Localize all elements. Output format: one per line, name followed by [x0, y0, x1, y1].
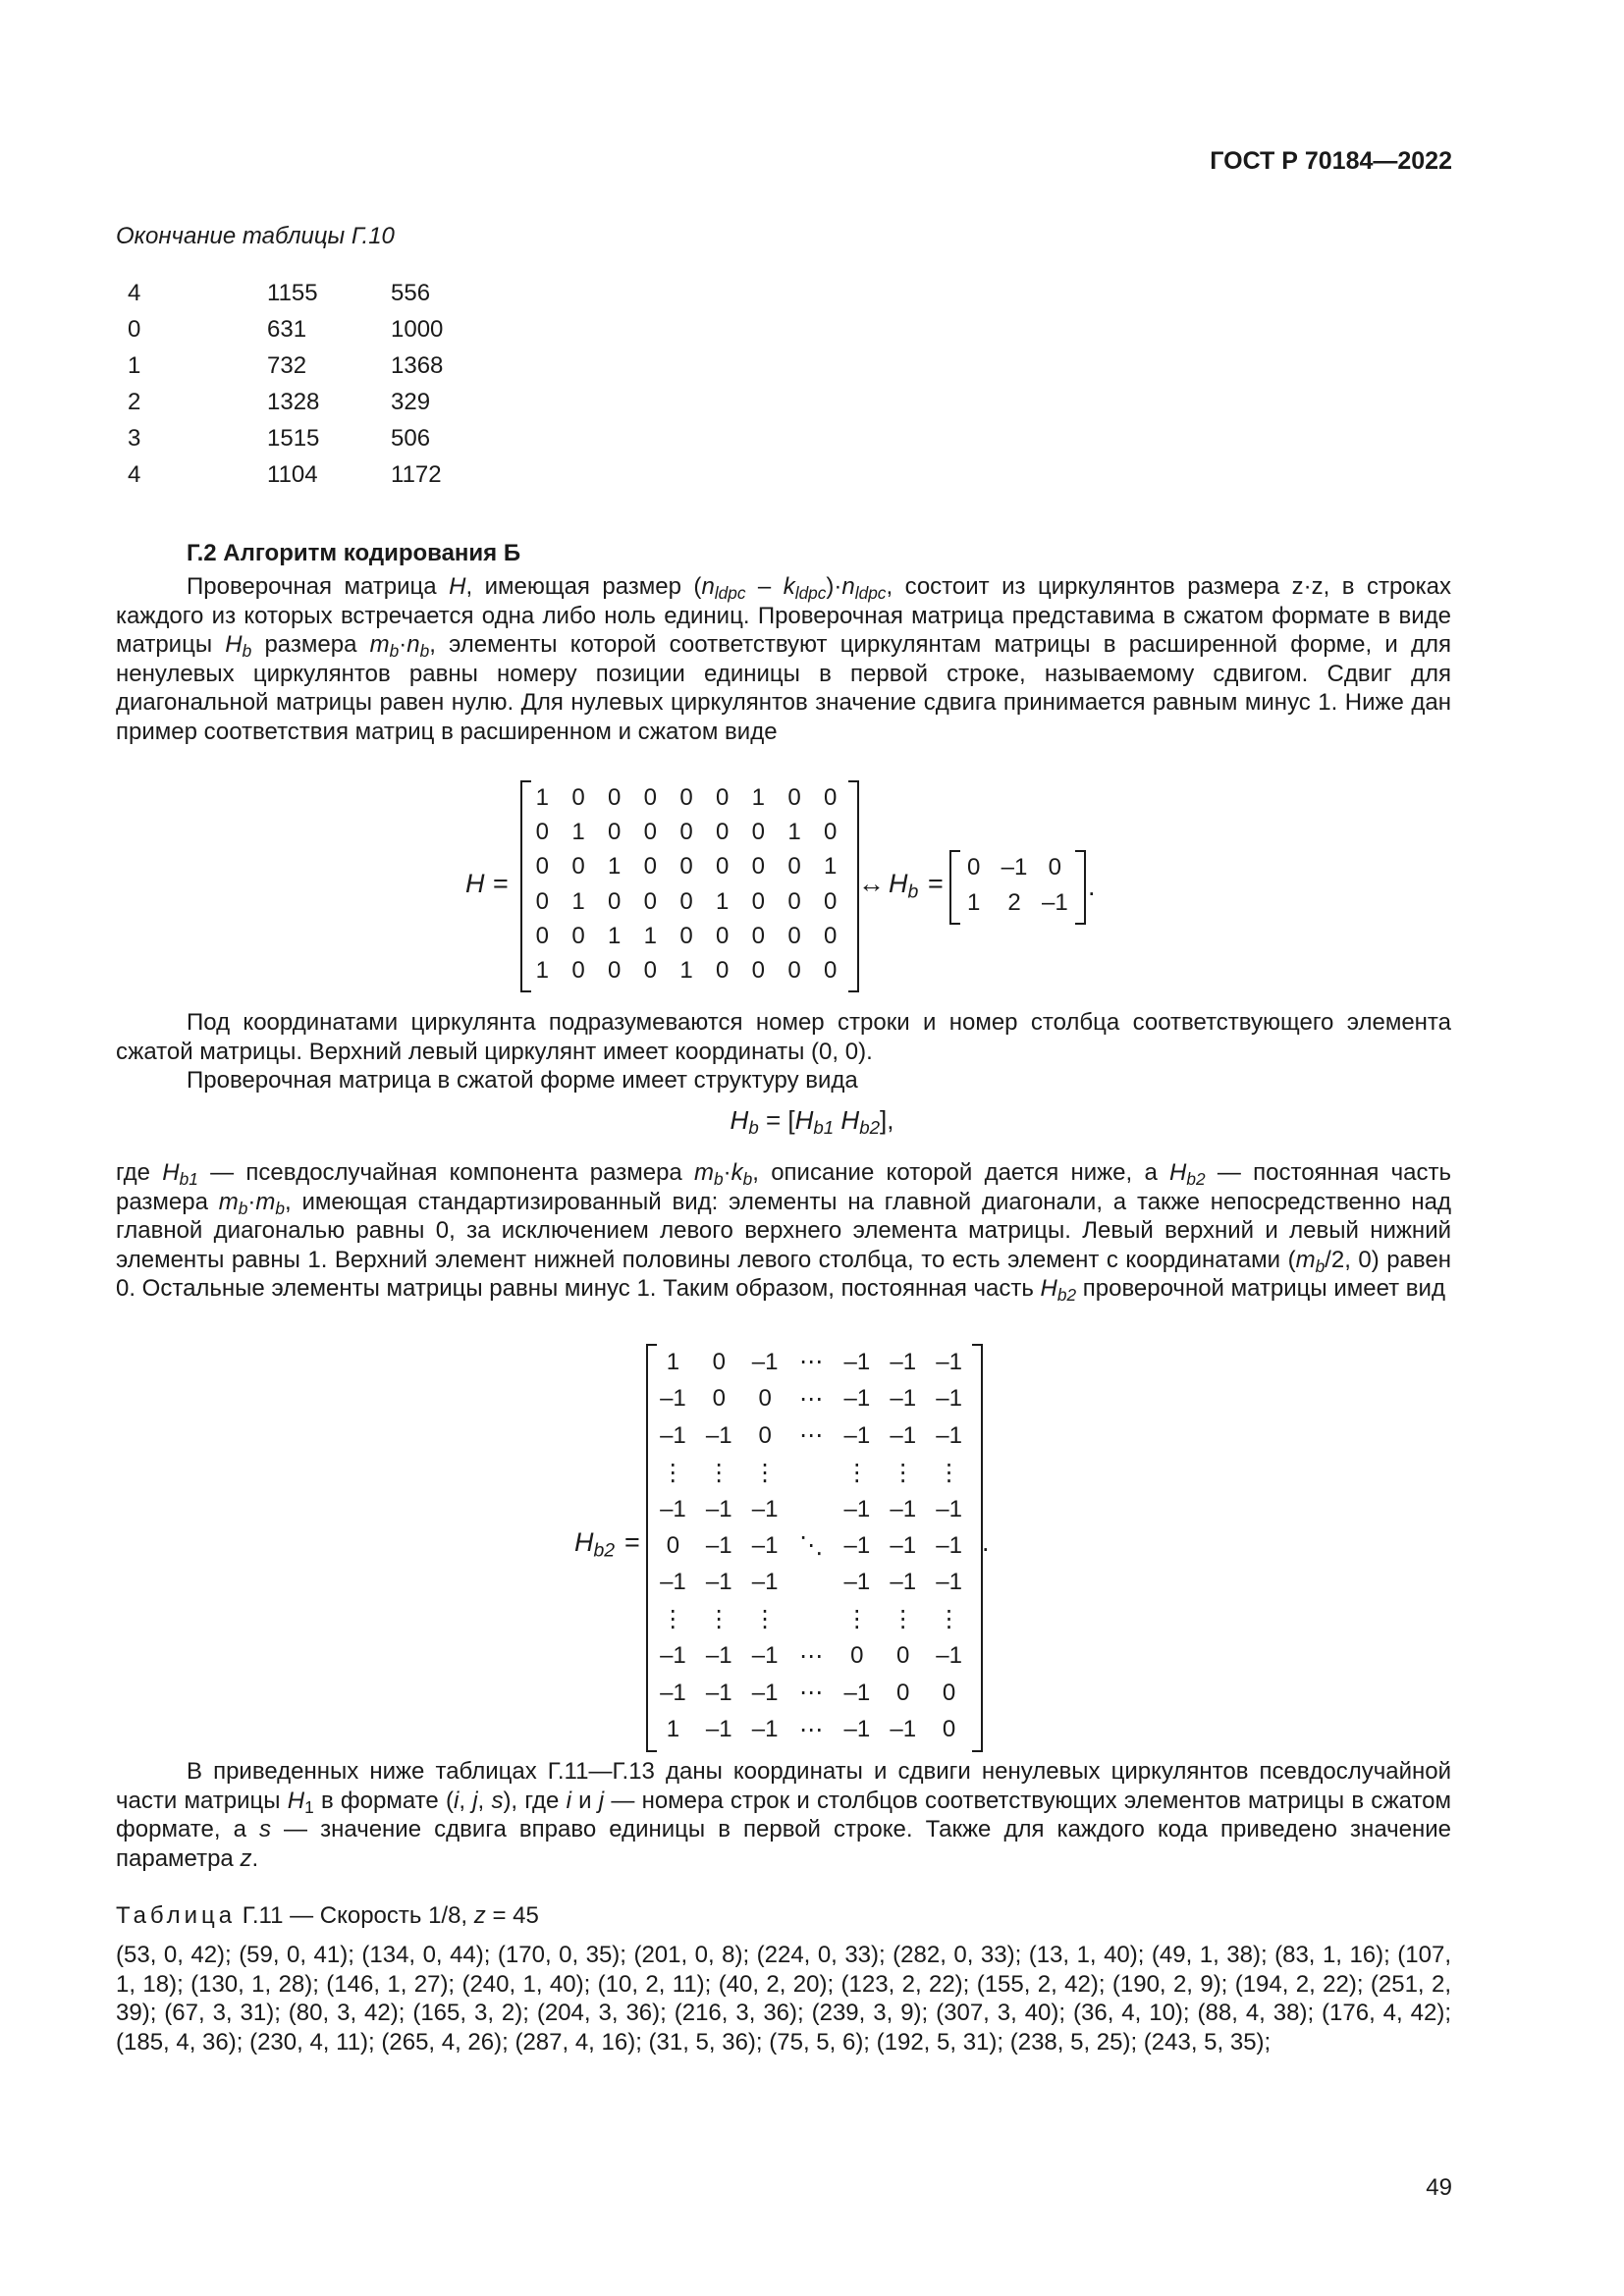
matrix-cell: –1: [705, 1421, 732, 1449]
table-cell: 556: [391, 279, 431, 306]
paragraph-structure: Проверочная матрица в сжатой форме имеет структуру вида: [187, 1067, 858, 1094]
matrix-cell: 0: [666, 1531, 680, 1559]
table-cell: 1: [128, 351, 141, 379]
matrix-cell: 0: [896, 1642, 910, 1670]
matrix-cell: 1: [643, 922, 657, 949]
matrix-cell: 0: [607, 957, 622, 985]
matrix-cell: 0: [758, 1385, 772, 1413]
matrix-cell: 0: [715, 783, 730, 811]
table-cell: 1155: [267, 279, 318, 306]
matrix-cell: 0: [823, 818, 838, 845]
matrix-cell: –1: [890, 1385, 917, 1413]
matrix-cell: 0: [823, 922, 838, 949]
matrix-cell: –1: [751, 1642, 779, 1670]
section-title: Г.2 Алгоритм кодирования Б: [187, 540, 521, 566]
matrix-cell: –1: [660, 1642, 686, 1670]
table-cell: 0: [128, 315, 141, 343]
matrix-cell: 0: [571, 957, 585, 985]
matrix-cell: 0: [679, 922, 693, 949]
matrix-cell: 0: [850, 1642, 864, 1670]
table-continuation-caption: Окончание таблицы Г.10: [116, 223, 395, 249]
matrix-cell: 0: [715, 957, 730, 985]
period: .: [1088, 872, 1096, 901]
matrix-cell: 1: [535, 957, 549, 985]
matrix-cell: 0: [751, 887, 765, 915]
matrix-cell: ⋯: [798, 1349, 823, 1376]
matrix-cell: 0: [679, 853, 693, 881]
matrix-h: [524, 780, 848, 988]
matrix-cell: 0: [535, 853, 549, 881]
matrix-cell: 0: [715, 922, 730, 949]
matrix-cell: 1: [966, 889, 981, 916]
matrix-cell: –1: [751, 1531, 779, 1559]
table-cell: 1515: [267, 424, 320, 452]
table-g10-end: [116, 275, 443, 493]
matrix-cell: 0: [643, 783, 657, 811]
matrix-cell: 1: [787, 818, 801, 845]
matrix-cell: ⋮: [937, 1606, 961, 1633]
paragraph-hb-description: где $H_{b1}$ — псевдослучайная компонента размера $m_b\cdot k_b$, описание которой дается ниже, а $H_{b2}$ — постоянная часть размера $m_b\cdot m_b$, имеющая стандартизированный вид: элементы на главной диагонали, а также непосредственно над главной диагональю равны 0, за исключением левого верхнего элемента матрицы. Левый верхний и левый нижний элементы равны 1. Верхний элемент нижней половины левого столбца, то есть элемент с координатами ($m_b/2$, 0) равен 0. Остальные элементы матрицы равны минус 1. Таким образом, постоянная часть $H_{b2}$ проверочной матрицы имеет вид: [116, 1159, 1451, 1305]
matrix-cell: –1: [751, 1348, 779, 1375]
matrix-cell: 1: [751, 783, 765, 811]
matrix-cell: ⋮: [661, 1606, 685, 1633]
matrix-cell: –1: [936, 1531, 962, 1559]
matrix-hb2: [650, 1344, 972, 1748]
matrix-cell: 1: [823, 853, 838, 881]
matrix-cell: 2: [1007, 889, 1021, 916]
matrix-cell: –1: [1041, 889, 1068, 916]
matrix-cell: –1: [660, 1679, 686, 1706]
matrix-cell: [788, 1565, 835, 1601]
matrix-cell: 0: [787, 853, 801, 881]
table-cell: 2: [128, 388, 141, 415]
matrix-cell: –1: [705, 1642, 732, 1670]
matrix-cell: 0: [607, 887, 622, 915]
table-row: [116, 384, 443, 420]
matrix-cell: –1: [936, 1421, 962, 1449]
table-cell: 1000: [391, 315, 444, 343]
matrix-cell: –1: [843, 1531, 871, 1559]
matrix-cell: 0: [607, 818, 622, 845]
matrix-hb-label: $H_b$: [889, 869, 919, 903]
table-cell: 1172: [391, 460, 442, 488]
matrix-cell: –1: [936, 1385, 962, 1413]
matrix-cell: 1: [607, 853, 622, 881]
table-row: [116, 311, 443, 347]
matrix-cell: –1: [705, 1716, 732, 1743]
matrix-cell: 0: [679, 887, 693, 915]
matrix-cell: –1: [843, 1569, 871, 1596]
paragraph-intro: Проверочная матрица H, имеющая размер $(n_{ldpc} - k_{ldpc})\cdot n_{ldpc}$, состоит из циркулянтов размера z·z, в строках каждого из которых встречается одна либо ноль единиц. Проверочная матрица представима в сжатом формате в виде матрицы $H_b$ размера $m_b\cdot n_b$, элементы которой соответствуют циркулянтам матрицы в расширенной форме, и для ненулевых циркулянтов равны номеру позиции единицы в первой строке, называемому сдвигом. Сдвиг для диагональной матрицы равен нулю. Для нулевых циркулянтов значение сдвига принимается равным минус 1. Ниже дан пример соответствия матриц в расширенном и сжатом виде: [116, 573, 1452, 745]
matrix-cell: –1: [843, 1716, 871, 1743]
table-g11-caption: Таблица Г.11 — Скорость 1/8, z = 45: [116, 1902, 539, 1929]
matrix-cell: –1: [751, 1716, 779, 1743]
matrix-cell: ⋮: [753, 1459, 778, 1486]
matrix-cell: 1: [715, 887, 730, 915]
period: .: [982, 1527, 990, 1557]
matrix-cell: 0: [823, 957, 838, 985]
matrix-cell: ⋮: [844, 1606, 869, 1633]
matrix-cell: 0: [751, 853, 765, 881]
matrix-cell: –1: [705, 1531, 732, 1559]
matrix-cell: 0: [758, 1421, 772, 1449]
matrix-cell: –1: [936, 1642, 962, 1670]
document-code: ГОСТ Р 70184—2022: [1210, 147, 1452, 175]
matrix-cell: –1: [936, 1348, 962, 1375]
matrix-cell: –1: [660, 1385, 686, 1413]
matrix-hb2-label: $H_{b2}$: [574, 1527, 616, 1562]
table-cell: 4: [128, 460, 141, 488]
matrix-cell: 0: [643, 957, 657, 985]
table-row: [116, 347, 443, 384]
matrix-cell: –1: [705, 1679, 732, 1706]
matrix-cell: 0: [787, 922, 801, 949]
matrix-cell: 0: [1048, 854, 1061, 881]
table-cell: 4: [128, 279, 141, 306]
matrix-cell: –1: [705, 1495, 732, 1522]
matrix-cell: –1: [890, 1421, 917, 1449]
paragraph-tables-intro: В приведенных ниже таблицах Г.11—Г.13 даны координаты и сдвиги ненулевых циркулянтов псевдослучайной части матрицы $H_1$ в формате (i, j, s), где i и j — номера строк и столбцов соответствующих элементов матрицы в сжатом формате, а s — значение сдвига вправо единицы в первой строке. Также для каждого кода приведено значение параметра z.: [116, 1758, 1452, 1872]
matrix-cell: –1: [705, 1569, 732, 1596]
table-row: [116, 456, 443, 493]
matrix-cell: 0: [823, 887, 838, 915]
matrix-cell: 0: [643, 818, 657, 845]
equivalence-arrow: ↔: [858, 869, 885, 898]
matrix-cell: 0: [896, 1679, 910, 1706]
table-row: [116, 275, 443, 311]
matrix-cell: 1: [679, 957, 693, 985]
matrix-cell: 0: [712, 1385, 726, 1413]
matrix-cell: 0: [751, 922, 765, 949]
table-row: [116, 420, 443, 456]
matrix-cell: ⋯: [798, 1716, 823, 1743]
matrix-cell: –1: [751, 1679, 779, 1706]
matrix-cell: 0: [643, 853, 657, 881]
matrix-cell: –1: [660, 1421, 686, 1449]
matrix-cell: ⋯: [798, 1642, 823, 1670]
matrix-h-label: H: [465, 869, 485, 898]
matrix-cell: 1: [571, 887, 585, 915]
matrix-cell: 0: [535, 922, 549, 949]
matrix-cell: 0: [823, 783, 838, 811]
matrix-cell: 0: [643, 887, 657, 915]
matrix-cell: 1: [666, 1716, 680, 1743]
paragraph-coordinates: Под координатами циркулянта подразумеваются номер строки и номер столбца соответствующего элемента сжатой матрицы. Верхний левый циркулянт имеет координаты (0, 0).: [116, 1009, 1451, 1065]
table-cell: 1104: [267, 460, 318, 488]
table-cell: 506: [391, 424, 431, 452]
matrix-cell: 0: [787, 957, 801, 985]
matrix-cell: ⋱: [798, 1532, 823, 1560]
right-bracket: [1075, 850, 1086, 925]
table-cell: 1368: [391, 351, 444, 379]
matrix-cell: –1: [890, 1716, 917, 1743]
matrix-cell: 0: [712, 1348, 726, 1375]
matrix-cell: 1: [535, 783, 549, 811]
matrix-cell: 0: [571, 783, 585, 811]
matrix-cell: –1: [751, 1495, 779, 1522]
equals-sign: =: [624, 1527, 640, 1557]
matrix-cell: 0: [751, 818, 765, 845]
matrix-cell: [788, 1454, 835, 1490]
matrix-hb: [953, 850, 1075, 921]
equals-sign: =: [493, 869, 509, 898]
matrix-cell: 0: [942, 1679, 956, 1706]
matrix-cell: 0: [942, 1716, 956, 1743]
matrix-cell: 0: [679, 783, 693, 811]
matrix-cell: –1: [890, 1569, 917, 1596]
matrix-cell: [788, 1491, 835, 1527]
equation-hb: $H_b = [H_{b1}$ $H_{b2}$],: [730, 1105, 894, 1139]
matrix-cell: 1: [607, 922, 622, 949]
table-cell: 631: [267, 315, 307, 343]
matrix-cell: ⋮: [707, 1459, 731, 1486]
matrix-cell: 0: [787, 783, 801, 811]
matrix-cell: –1: [843, 1348, 871, 1375]
matrix-cell: ⋯: [798, 1385, 823, 1413]
matrix-cell: –1: [936, 1569, 962, 1596]
matrix-cell: –1: [1001, 854, 1028, 881]
matrix-cell: 0: [535, 887, 549, 915]
matrix-cell: –1: [660, 1569, 686, 1596]
matrix-cell: –1: [843, 1385, 871, 1413]
matrix-cell: 0: [787, 887, 801, 915]
matrix-cell: –1: [890, 1348, 917, 1375]
matrix-cell: ⋯: [798, 1422, 823, 1450]
matrix-cell: 0: [607, 783, 622, 811]
matrix-cell: 0: [715, 818, 730, 845]
matrix-cell: ⋮: [891, 1459, 915, 1486]
matrix-cell: ⋮: [753, 1606, 778, 1633]
matrix-cell: –1: [936, 1495, 962, 1522]
matrix-cell: –1: [751, 1569, 779, 1596]
matrix-cell: ⋮: [891, 1606, 915, 1633]
matrix-cell: 0: [679, 818, 693, 845]
matrix-cell: ⋮: [937, 1459, 961, 1486]
matrix-cell: 0: [715, 853, 730, 881]
matrix-cell: 1: [571, 818, 585, 845]
matrix-cell: –1: [843, 1679, 871, 1706]
matrix-cell: [788, 1601, 835, 1637]
matrix-cell: ⋮: [661, 1459, 685, 1486]
matrix-cell: 0: [571, 853, 585, 881]
table-cell: 732: [267, 351, 307, 379]
matrix-cell: 0: [535, 818, 549, 845]
matrix-cell: –1: [660, 1495, 686, 1522]
table-cell: 1328: [267, 388, 320, 415]
matrix-cell: –1: [843, 1421, 871, 1449]
table-cell: 3: [128, 424, 141, 452]
matrix-cell: ⋯: [798, 1680, 823, 1707]
matrix-cell: 1: [666, 1348, 680, 1375]
matrix-cell: 0: [966, 854, 981, 881]
matrix-cell: 0: [751, 957, 765, 985]
table-cell: 329: [391, 388, 431, 415]
matrix-cell: 0: [571, 922, 585, 949]
matrix-cell: –1: [843, 1495, 871, 1522]
matrix-cell: ⋮: [844, 1459, 869, 1486]
table-g11-values: (53, 0, 42); (59, 0, 41); (134, 0, 44); (170, 0, 35); (201, 0, 8); (224, 0, 33); (282, 0, 33); (13, 1, 40); (49, 1, 38); (83, 1, 16); (107, 1, 18); (130, 1, 28); (146, 1, 27); (240, 1, 40); (10, 2, 11); (40, 2, 20); (123, 2, 22); (155, 2, 42); (190, 2, 9); (194, 2, 22); (251, 2, 39); (67, 3, 31); (80, 3, 42); (165, 3, 2); (204, 3, 36); (216, 3, 36); (239, 3, 9); (307, 3, 40); (36, 4, 10); (88, 4, 38); (176, 4, 42); (185, 4, 36); (230, 4, 11); (265, 4, 26); (287, 4, 16); (31, 5, 36); (75, 5, 6); (192, 5, 31); (238, 5, 25); (243, 5, 35);: [116, 1942, 1451, 2056]
equals-sign: =: [928, 869, 944, 898]
matrix-cell: –1: [890, 1495, 917, 1522]
matrix-cell: ⋮: [707, 1606, 731, 1633]
page-number: 49: [1426, 2174, 1452, 2201]
matrix-cell: –1: [890, 1531, 917, 1559]
